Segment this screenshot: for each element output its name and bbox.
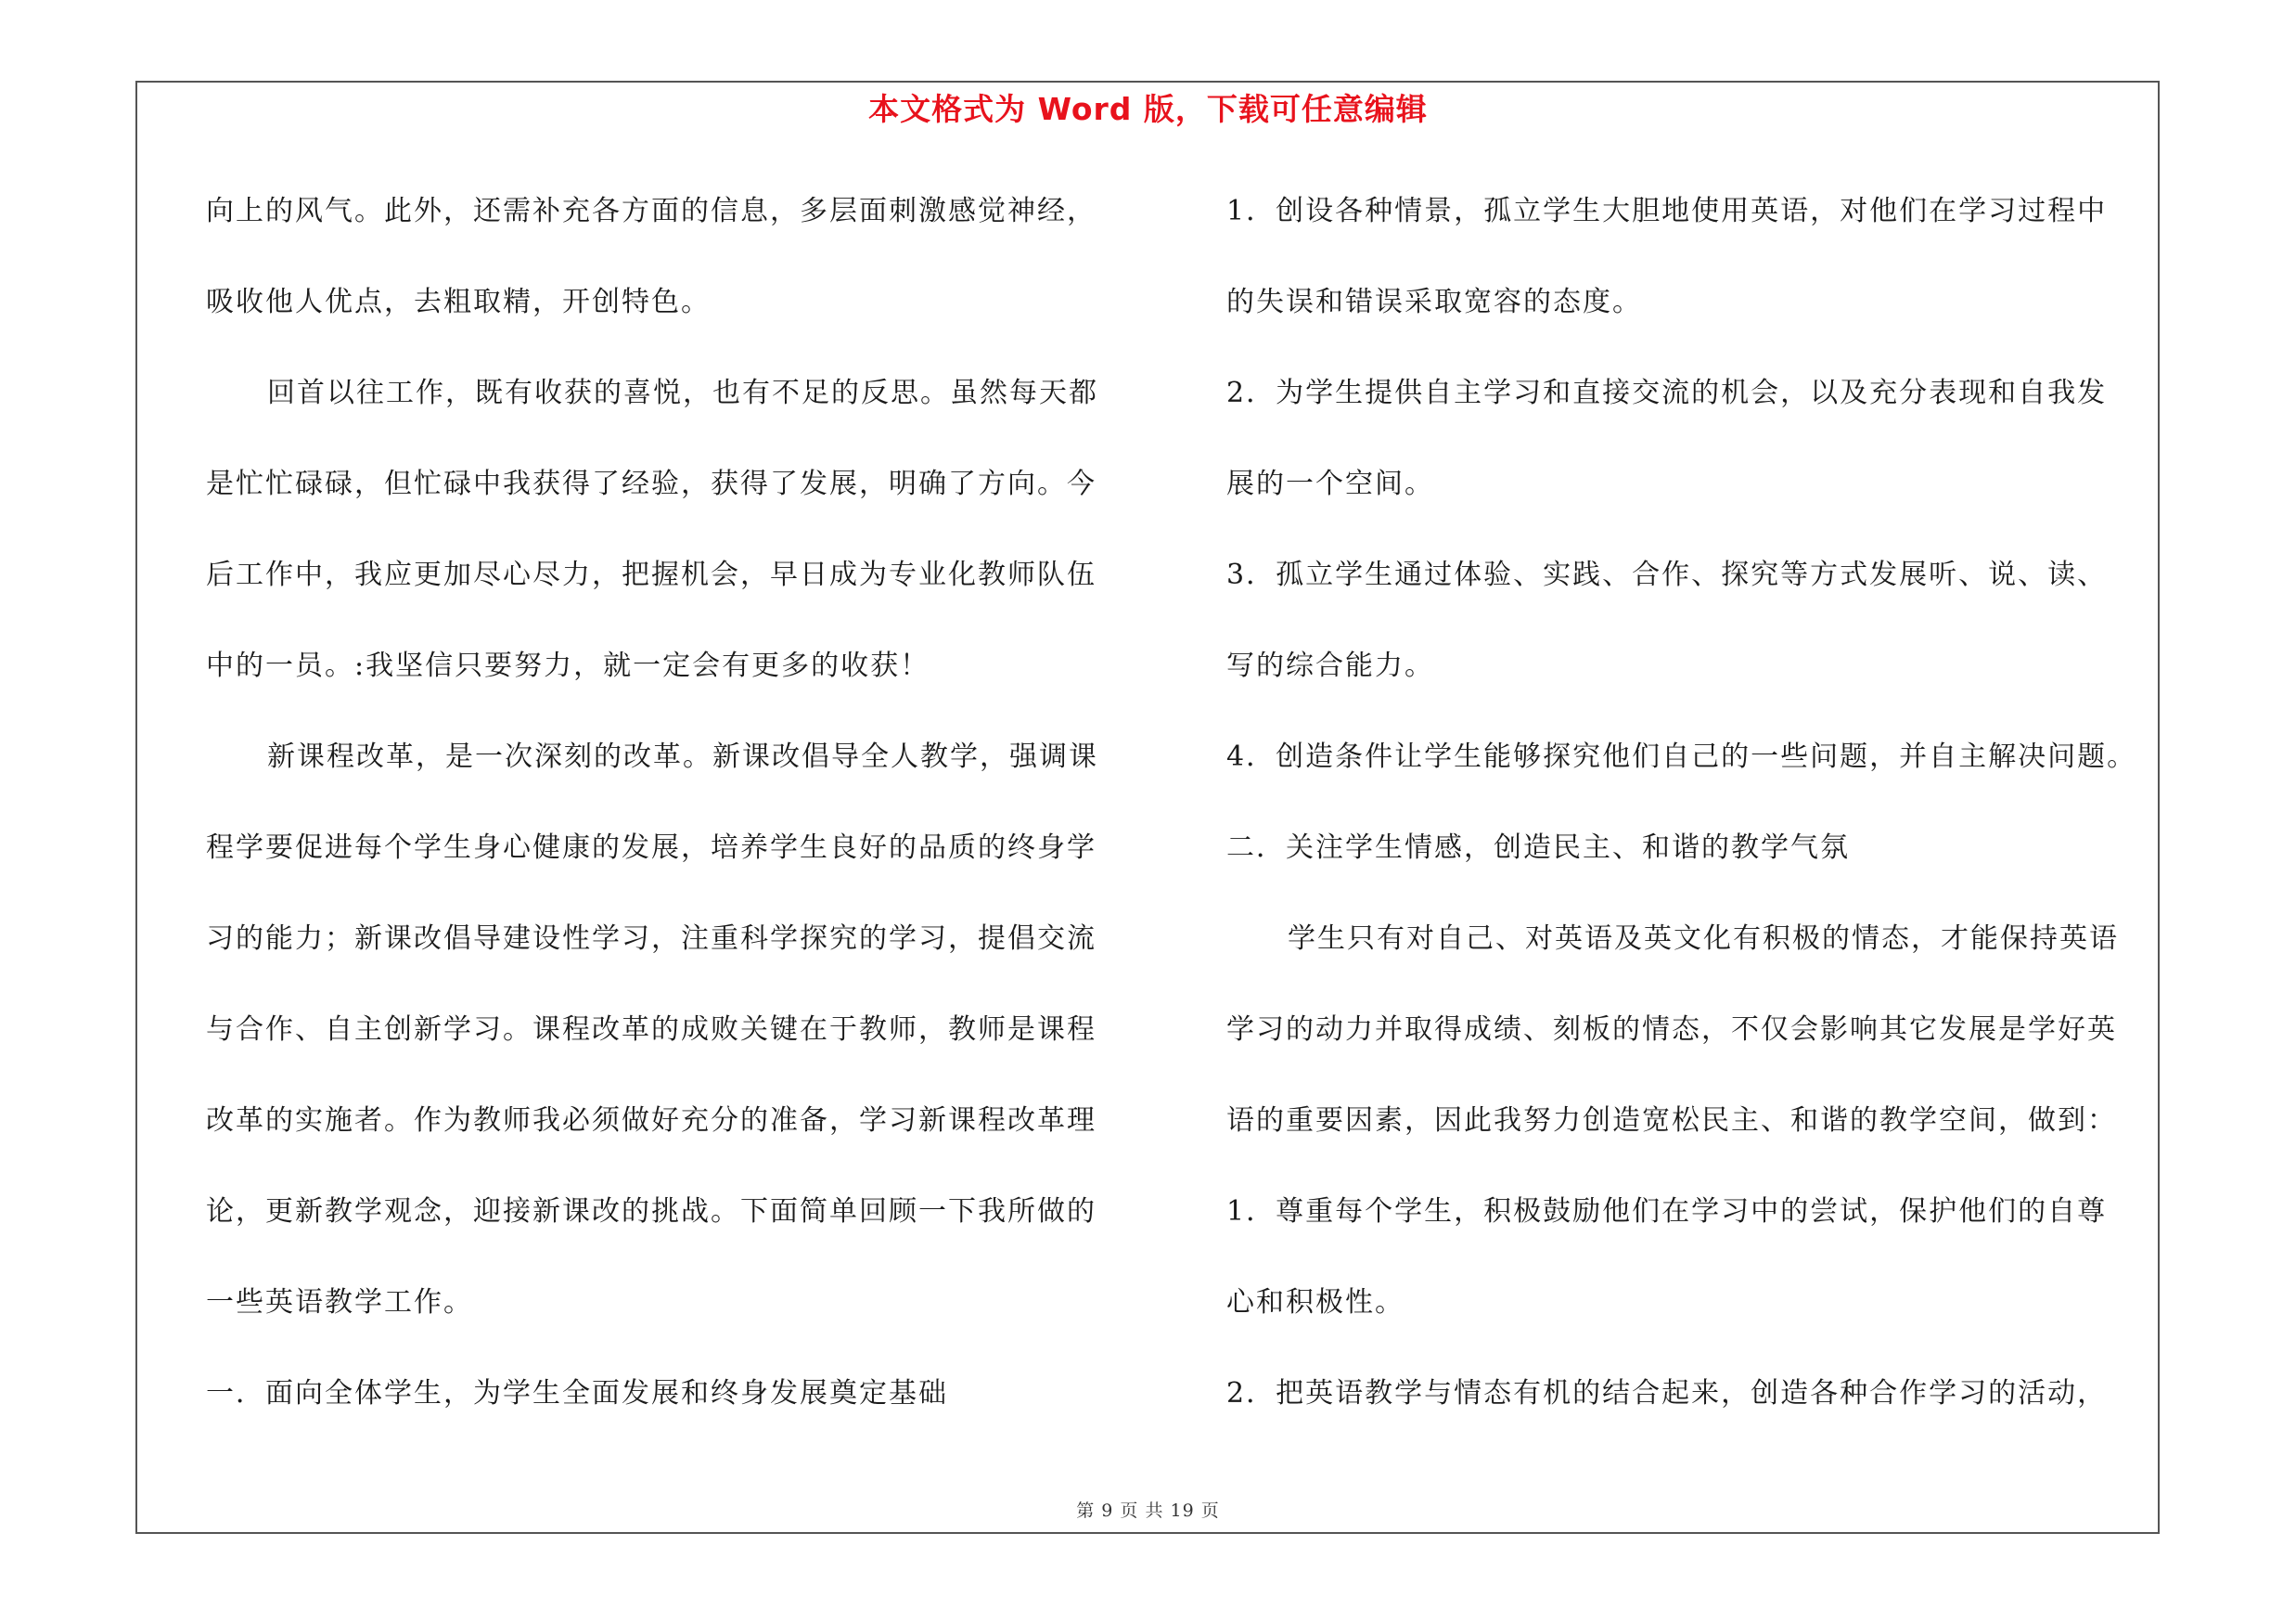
list-item-line: 展的一个空间。 xyxy=(1226,468,1434,500)
paragraph-line: 学习的动力并取得成绩、刻板的情态，不仅会影响其它发展是学好英 xyxy=(1226,1013,2117,1046)
list-item-line: 写的综合能力。 xyxy=(1226,650,1434,682)
list-item-line: 4．创造条件让学生能够探究他们自己的一些问题，并自主解决问题。 xyxy=(1226,741,2137,773)
section-heading: 二．关注学生情感，创造民主、和谐的教学气氛 xyxy=(1226,831,1850,864)
paragraph-line: 程学要促进每个学生身心健康的发展，培养学生良好的品质的终身学 xyxy=(206,831,1097,864)
paragraph-line: 新课程改革，是一次深刻的改革。新课改倡导全人教学，强调课 xyxy=(267,741,1098,773)
section-heading: 一．面向全体学生，为学生全面发展和终身发展奠定基础 xyxy=(206,1377,948,1410)
list-item-line: 3．孤立学生通过体验、实践、合作、探究等方式发展听、说、读、 xyxy=(1226,559,2108,591)
paragraph-line: 论，更新教学观念，迎接新课改的挑战。下面简单回顾一下我所做的 xyxy=(206,1195,1097,1228)
paragraph-line: 改革的实施者。作为教师我必须做好充分的准备，学习新课程改革理 xyxy=(206,1104,1097,1137)
paragraph-line: 向上的风气。此外，还需补充各方面的信息，多层面刺激感觉神经， xyxy=(206,195,1097,227)
paragraph-line: 语的重要因素，因此我努力创造宽松民主、和谐的教学空间，做到： xyxy=(1226,1104,2117,1137)
paragraph-line: 习的能力；新课改倡导建设性学习，注重科学探究的学习，提倡交流 xyxy=(206,922,1097,955)
list-item-line: 1．创设各种情景，孤立学生大胆地使用英语，对他们在学习过程中 xyxy=(1226,195,2108,227)
paragraph-line: 回首以往工作，既有收获的喜悦，也有不足的反思。虽然每天都 xyxy=(267,377,1098,409)
paragraph-line: 是忙忙碌碌，但忙碌中我获得了经验，获得了发展，明确了方向。今 xyxy=(206,468,1097,500)
page-number-footer: 第 9 页 共 19 页 xyxy=(1076,1501,1220,1521)
paragraph-line: 一些英语教学工作。 xyxy=(206,1286,473,1319)
list-item-line: 2．为学生提供自主学习和直接交流的机会，以及充分表现和自我发 xyxy=(1226,377,2108,409)
paragraph-line: 学生只有对自己、对英语及英文化有积极的情态，才能保持英语 xyxy=(1288,922,2119,955)
right-text-column xyxy=(1226,179,2182,1452)
paragraph-line: 吸收他人优点，去粗取精，开创特色。 xyxy=(206,286,711,318)
left-text-column xyxy=(206,179,1134,1452)
list-item-line: 心和积极性。 xyxy=(1226,1286,1405,1319)
list-item-line: 1．尊重每个学生，积极鼓励他们在学习中的尝试，保护他们的自尊 xyxy=(1226,1195,2108,1228)
paragraph-line: 中的一员。:我坚信只要努力，就一定会有更多的收获！ xyxy=(206,650,930,682)
list-item-line: 2．把英语教学与情态有机的结合起来，创造各种合作学习的活动， xyxy=(1226,1377,2108,1410)
paragraph-line: 后工作中，我应更加尽心尽力，把握机会，早日成为专业化教师队伍 xyxy=(206,559,1097,591)
paragraph-line: 与合作、自主创新学习。课程改革的成败关键在于教师，教师是课程 xyxy=(206,1013,1097,1046)
format-banner: 本文格式为 Word 版，下载可任意编辑 xyxy=(868,91,1428,127)
list-item-line: 的失误和错误采取宽容的态度。 xyxy=(1226,286,1642,318)
